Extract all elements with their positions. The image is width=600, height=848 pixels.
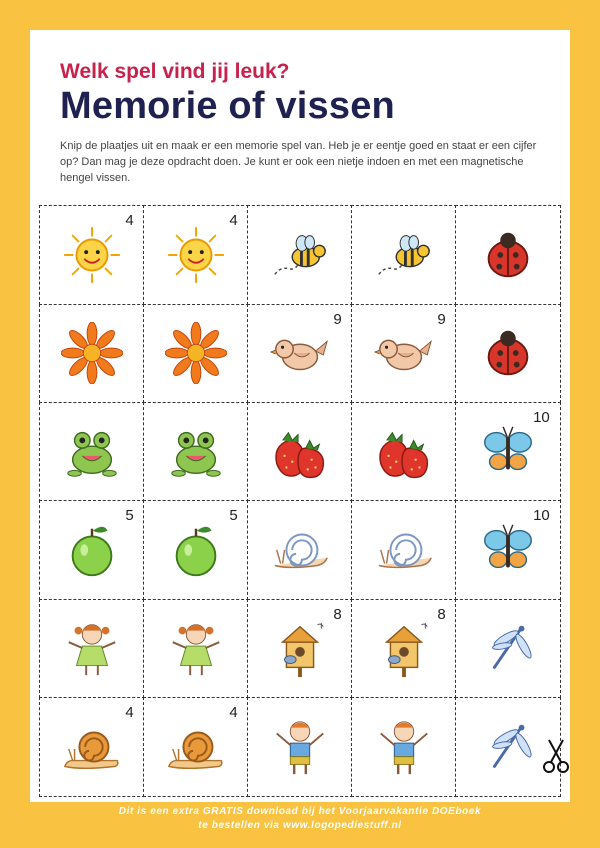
sun-icon: [61, 224, 123, 286]
card-grid: [40, 206, 560, 796]
card-29: [351, 697, 457, 797]
card-number: 10: [533, 507, 550, 525]
card-9: [351, 304, 457, 404]
card-22: [143, 599, 249, 699]
card-25: [455, 599, 561, 699]
worksheet-page: [30, 30, 570, 802]
card-number: 4: [229, 212, 238, 230]
dragonfly-icon: [477, 617, 539, 679]
card-19: [351, 500, 457, 600]
apple-icon: [61, 519, 123, 581]
card-23: [247, 599, 353, 699]
card-11: [39, 402, 145, 502]
strawberry-icon: [269, 421, 331, 483]
footer-line-1: Dit is een extra GRATIS download bij het Voorjaarvakantie DOEboek: [118, 806, 482, 817]
birdhouse-icon: [269, 617, 331, 679]
card-12: [143, 402, 249, 502]
card-4: [351, 205, 457, 305]
boy-icon: [373, 716, 435, 778]
bird-icon: [269, 322, 331, 384]
card-number: 8: [437, 605, 446, 623]
card-16: [39, 500, 145, 600]
butterfly-icon: [477, 421, 539, 483]
card-1: [39, 205, 145, 305]
card-10: [455, 304, 561, 404]
card-number: 4: [229, 703, 238, 721]
card-5: [455, 205, 561, 305]
card-number: 4: [125, 703, 134, 721]
card-7: [143, 304, 249, 404]
snail-shell-icon: [373, 519, 435, 581]
card-number: 5: [229, 507, 238, 525]
card-17: [143, 500, 249, 600]
flower-icon: [61, 322, 123, 384]
card-13: [247, 402, 353, 502]
flower-icon: [165, 322, 227, 384]
footer-note: [0, 805, 600, 833]
girl-icon: [165, 617, 227, 679]
card-14: [351, 402, 457, 502]
sun-icon: [165, 224, 227, 286]
card-24: [351, 599, 457, 699]
card-21: [39, 599, 145, 699]
boy-icon: [269, 716, 331, 778]
snail-icon: [61, 716, 123, 778]
snail-icon: [165, 716, 227, 778]
instructions-text: Knip de plaatjes uit en maak er een memorie spel van. Heb je er eentje goed en staat er een cijfer op? Dan mag je deze opdracht doen. Je kunt er ook een nietje indoen en met een magnetische hengel vissen.: [60, 140, 537, 184]
card-number: 4: [125, 212, 134, 230]
frog-icon: [165, 421, 227, 483]
card-28: [247, 697, 353, 797]
page-subtitle: Welk spel vind jij leuk?: [60, 60, 290, 83]
ladybug-icon: [477, 224, 539, 286]
card-number: 9: [333, 310, 342, 328]
page-title: Memorie of vissen: [60, 85, 395, 127]
card-27: [143, 697, 249, 797]
snail-shell-icon: [269, 519, 331, 581]
girl-icon: [61, 617, 123, 679]
card-18: [247, 500, 353, 600]
butterfly-icon: [477, 519, 539, 581]
card-number: 5: [125, 507, 134, 525]
footer-line-2: te bestellen via www.logopediestuff.nl: [198, 820, 402, 831]
card-6: [39, 304, 145, 404]
bee-icon: [269, 224, 331, 286]
apple-icon: [165, 519, 227, 581]
card-8: [247, 304, 353, 404]
birdhouse-icon: [373, 617, 435, 679]
ladybug-icon: [477, 322, 539, 384]
card-20: [455, 500, 561, 600]
card-number: 9: [437, 310, 446, 328]
card-15: [455, 402, 561, 502]
card-2: [143, 205, 249, 305]
card-26: [39, 697, 145, 797]
frog-icon: [61, 421, 123, 483]
card-number: 8: [333, 605, 342, 623]
bee-icon: [373, 224, 435, 286]
card-number: 10: [533, 408, 550, 426]
strawberry-icon: [373, 421, 435, 483]
scissors-icon: [540, 738, 572, 774]
dragonfly-icon: [477, 716, 539, 778]
card-3: [247, 205, 353, 305]
bird-icon: [373, 322, 435, 384]
